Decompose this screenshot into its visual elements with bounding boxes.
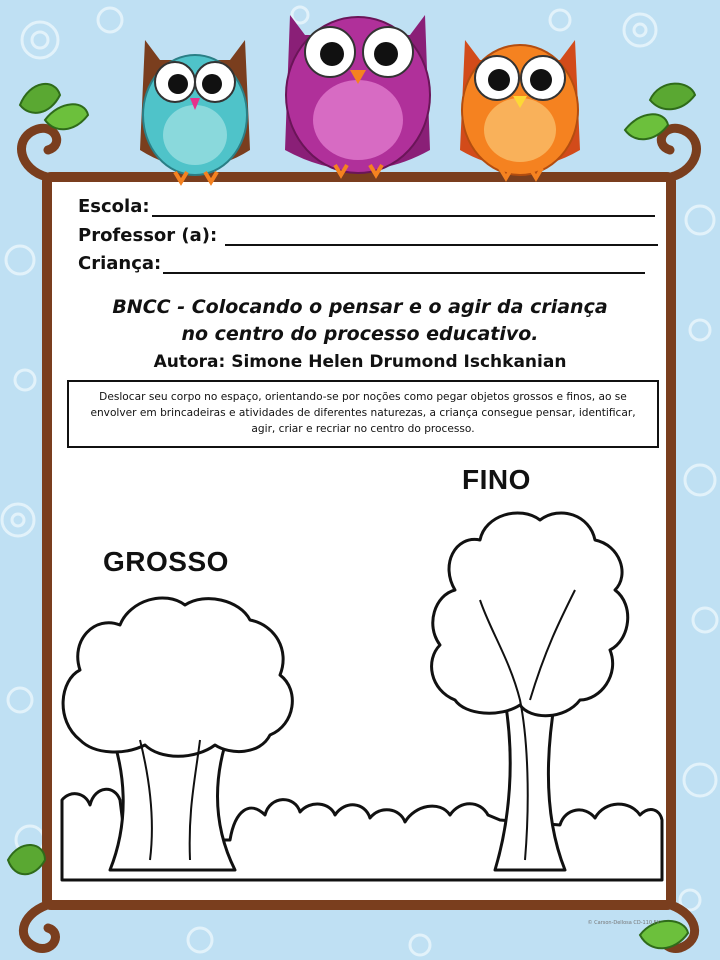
school-label: Escola: bbox=[78, 196, 150, 217]
teacher-label: Professor (a): bbox=[78, 225, 218, 246]
title-line-2: no centro do processo educativo. bbox=[181, 323, 539, 345]
thin-tree-trunk bbox=[495, 700, 565, 870]
title-line-1: BNCC - Colocando o pensar e o agir da criança bbox=[112, 296, 608, 318]
author: Autora: Simone Helen Drumond Ischkanian bbox=[153, 352, 567, 372]
thick-label: GROSSO bbox=[103, 546, 229, 577]
thick-tree-crown bbox=[63, 598, 292, 756]
description-text: Deslocar seu corpo no espaço, orientando-se por noções como pegar objetos grossos e finos, ao se envolver em brincadeiras e atividades de diferentes naturezas, a criança consegue pensar, identificar, agir, criar e recriar no centro do processo. bbox=[90, 391, 636, 435]
copyright-text: © Carson-Dellosa CD-110 FX bbox=[587, 920, 660, 926]
thin-label: FINO bbox=[462, 464, 531, 495]
child-label: Criança: bbox=[78, 253, 162, 274]
thin-tree-crown bbox=[432, 513, 628, 716]
